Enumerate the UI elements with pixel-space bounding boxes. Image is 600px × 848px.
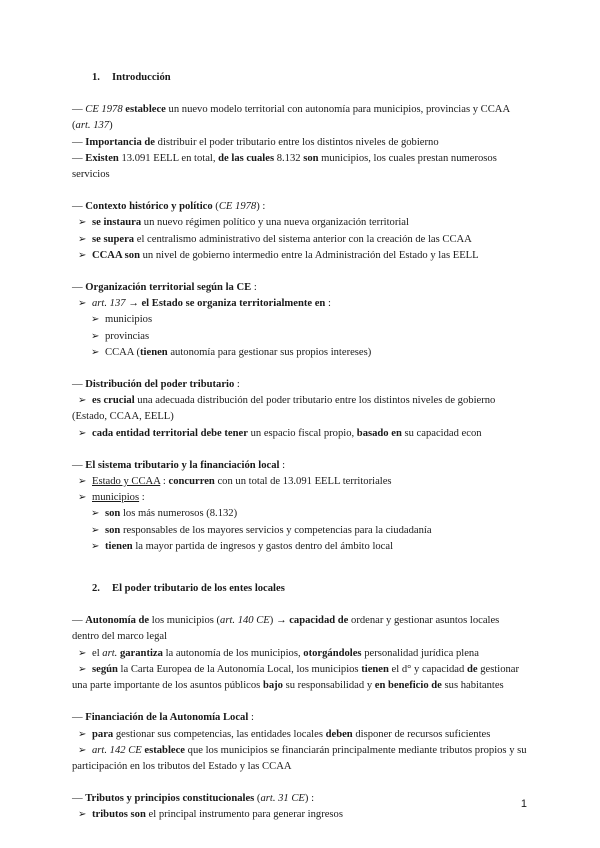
text: disponer de recursos suficientes <box>352 728 491 740</box>
keyword: Importancia de <box>85 136 155 148</box>
keyword: bajo <box>262 680 283 692</box>
intro-paragraph-3 <box>72 151 528 183</box>
keyword: para <box>92 728 114 740</box>
keyword: tienen <box>361 663 389 675</box>
keyword: Autonomía de <box>85 615 150 627</box>
keyword: en beneficio de <box>374 680 442 692</box>
bullet-arrow-icon: ➢ <box>91 346 100 358</box>
text: CCAA ( <box>105 346 141 358</box>
text: provincias <box>105 330 150 342</box>
dash: — <box>72 104 86 116</box>
bullet-arrow-icon: ➢ <box>78 809 87 821</box>
text: : <box>139 492 145 504</box>
bullet-item <box>72 296 528 312</box>
text: ( <box>254 793 261 805</box>
context-heading <box>72 199 528 215</box>
keyword: se supera <box>92 233 135 245</box>
bullet-arrow-icon: ➢ <box>78 217 87 229</box>
intro-paragraph-1 <box>72 102 528 134</box>
underlined-text: Estado y CCAA <box>92 476 161 488</box>
text: municipios, los cuales prestan numerosos servicios <box>72 152 497 181</box>
text: ) → <box>269 615 290 627</box>
bullet-item <box>72 232 528 248</box>
text: una adecuada distribución del poder tributario entre los distintos niveles de gobierno (Estado, CCAA, EELL) <box>72 395 496 423</box>
section-number: 1. <box>92 72 100 83</box>
keyword: el Estado se organiza territorialmente en <box>141 298 326 310</box>
section-number: 2. <box>92 583 100 595</box>
text: la autonomía de los municipios, <box>162 647 304 659</box>
bullet-arrow-icon: ➢ <box>78 647 87 659</box>
text: los más numerosos (8.132) <box>120 508 238 520</box>
keyword: Distribución del poder tributario <box>85 379 235 391</box>
dash: — <box>72 793 86 805</box>
keyword: CCAA son <box>92 249 140 261</box>
section-1-heading <box>72 70 528 86</box>
bullet-item <box>72 426 528 442</box>
keyword: de las cuales <box>218 152 275 164</box>
autonomy-heading <box>72 613 528 645</box>
text: un espacio fiscal propio, <box>247 427 357 439</box>
bullet-arrow-icon: ➢ <box>91 314 100 326</box>
keyword: según <box>92 663 118 675</box>
text: ) : <box>256 201 266 213</box>
dash: — <box>72 136 86 148</box>
bullet-item <box>72 490 528 506</box>
section-title: Introducción <box>112 72 171 83</box>
keyword: son <box>105 508 121 520</box>
bullet-arrow-icon: ➢ <box>91 524 100 536</box>
text: : <box>325 298 331 310</box>
keyword: basado en <box>356 427 402 439</box>
bullet-arrow-icon: ➢ <box>91 508 100 520</box>
text: el centralismo administrativo del sistema anterior con la creación de las CCAA <box>134 233 472 245</box>
text: autonomía para gestionar sus propios intereses) <box>167 346 372 358</box>
keyword: Organización territorial según la CE <box>85 282 252 294</box>
distribution-heading <box>72 377 528 393</box>
keyword: tienen <box>140 346 168 358</box>
text: : <box>160 476 169 488</box>
sub-bullet-item <box>72 506 528 522</box>
section-2-heading <box>72 581 528 597</box>
dash: — <box>72 459 86 471</box>
bullet-arrow-icon: ➢ <box>78 298 87 310</box>
text: gestionar sus competencias, las entidades locales <box>113 728 326 740</box>
dash: — <box>72 282 86 294</box>
bullet-item <box>72 393 528 425</box>
text: la mayor partida de ingresos y gastos dentro del ámbito local <box>132 540 394 552</box>
dash: — <box>72 379 86 391</box>
dash: — <box>72 615 86 627</box>
text: los municipios ( <box>149 615 221 627</box>
keyword: establece <box>141 744 185 756</box>
bullet-item <box>72 727 528 743</box>
keyword: cada entidad territorial debe tener <box>92 427 248 439</box>
text: el principal instrumento para generar ingresos <box>145 809 343 821</box>
text: el d° y capacidad <box>388 663 467 675</box>
bullet-item <box>72 662 528 694</box>
bullet-item <box>72 248 528 264</box>
sub-bullet-item <box>72 539 528 555</box>
text: su responsabilidad y <box>282 680 375 692</box>
bullet-item <box>72 743 528 775</box>
dash: — <box>72 712 86 724</box>
dash: — <box>72 201 86 213</box>
keyword: deben <box>325 728 353 740</box>
page-number: 1 <box>520 798 527 810</box>
text: su capacidad econ <box>401 427 482 439</box>
bullet-item <box>72 807 528 823</box>
sub-bullet-item <box>72 329 528 345</box>
sub-bullet-item <box>72 312 528 328</box>
taxes-principles-heading <box>72 791 528 807</box>
ref-ce-1978: CE 1978 <box>85 104 123 116</box>
bullet-arrow-icon: ➢ <box>78 476 87 488</box>
text: el <box>92 647 103 659</box>
keyword: Tributos y principios constitucionales <box>85 793 255 805</box>
text: un nuevo régimen político y una nueva organización territorial <box>141 217 409 229</box>
text: la Carta Europea de la Autonomía Local, los municipios <box>117 663 362 675</box>
bullet-arrow-icon: ➢ <box>78 427 87 439</box>
keyword: otorgándoles <box>303 647 362 659</box>
bullet-arrow-icon: ➢ <box>78 728 87 740</box>
underlined-text: municipios <box>92 492 140 504</box>
keyword: Contexto histórico y político <box>85 201 213 213</box>
text: ) <box>109 120 113 132</box>
sub-bullet-item <box>72 523 528 539</box>
text: : <box>234 379 240 391</box>
keyword: de <box>466 663 478 675</box>
text: : <box>251 282 257 294</box>
keyword: es crucial <box>92 395 135 407</box>
text: 13.091 EELL en total, <box>118 152 219 164</box>
financing-heading <box>72 710 528 726</box>
bullet-arrow-icon: ➢ <box>91 330 100 342</box>
document-page <box>72 70 528 824</box>
keyword: Existen <box>85 152 119 164</box>
bullet-arrow-icon: ➢ <box>78 744 87 756</box>
text: : <box>279 459 286 471</box>
text: 8.132 <box>274 152 304 164</box>
text: ) : <box>304 793 315 805</box>
keyword: tributos son <box>92 809 146 821</box>
bullet-arrow-icon: ➢ <box>78 233 87 245</box>
right-arrow-icon: → <box>125 298 142 310</box>
keyword: concurren <box>168 476 215 488</box>
keyword: son <box>105 524 121 536</box>
bullet-arrow-icon: ➢ <box>78 395 87 407</box>
keyword: capacidad de <box>289 615 349 627</box>
keyword: se instaura <box>92 217 142 229</box>
section-title: El poder tributario de los entes locales <box>112 583 285 595</box>
ref-article: art. 31 CE <box>260 793 305 805</box>
tax-system-heading <box>72 458 528 474</box>
bullet-item <box>72 474 528 490</box>
text: ordenar y gestionar asuntos locales dentro del marco legal <box>72 615 500 643</box>
text: que los municipios se financiarán principalmente mediante tributos propios y su participación en los tributos del Estado y las CCAA <box>72 744 527 772</box>
dash: — <box>72 152 86 164</box>
bullet-item <box>72 646 528 662</box>
ref-article: art. 140 CE <box>220 615 270 627</box>
keyword: son <box>303 152 319 164</box>
bullet-arrow-icon: ➢ <box>78 663 87 675</box>
text: gestionar una parte importante de los asuntos públicos <box>72 663 520 692</box>
ref-article: art. 142 CE <box>92 744 142 756</box>
ref-ce-1978: CE 1978 <box>218 201 257 213</box>
bullet-arrow-icon: ➢ <box>78 492 87 504</box>
organization-heading <box>72 280 528 296</box>
ref-article: art. 137 <box>75 120 110 132</box>
intro-paragraph-2 <box>72 135 528 151</box>
text: un nivel de gobierno intermedio entre la Administración del Estado y las EELL <box>139 249 479 261</box>
text: con un total de 13.091 EELL territoriales <box>214 476 392 488</box>
bullet-arrow-icon: ➢ <box>78 249 87 261</box>
sub-bullet-item <box>72 345 528 361</box>
text: ( <box>212 201 219 213</box>
text: responsables de los mayores servicios y competencias para la ciudadanía <box>120 524 432 536</box>
text: un nuevo modelo territorial con autonomía para municipios, provincias y CCAA ( <box>72 104 510 132</box>
bullet-item <box>72 215 528 231</box>
text: municipios <box>105 314 153 326</box>
bullet-arrow-icon: ➢ <box>91 540 100 552</box>
ref-article: art. 137 <box>92 298 126 310</box>
keyword: Financiación de la Autonomía Local <box>85 712 249 724</box>
text: sus habitantes <box>441 680 504 692</box>
ref-article: art. <box>102 647 118 659</box>
keyword: garantiza <box>117 647 163 659</box>
text: personalidad jurídica plena <box>361 647 479 659</box>
keyword: El sistema tributario y la financiación local <box>85 459 280 471</box>
keyword: tienen <box>105 540 133 552</box>
text: : <box>248 712 254 724</box>
keyword: establece <box>122 104 166 116</box>
text: distribuir el poder tributario entre los distintos niveles de gobierno <box>155 136 439 148</box>
